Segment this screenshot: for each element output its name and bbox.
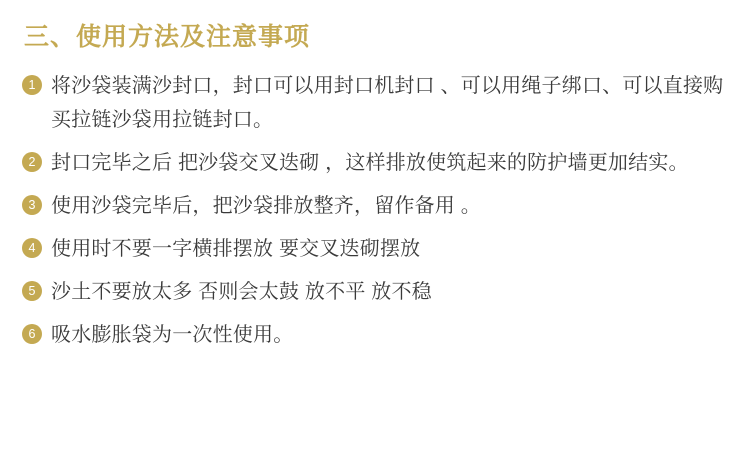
list-item xyxy=(22,189,736,223)
list-item xyxy=(22,69,736,137)
list-item xyxy=(22,318,736,352)
list-item-text: 将沙袋装满沙封口，封口可以用封口机封口 、可以用绳子绑口、可以直接购买拉链沙袋用拉链封口。 xyxy=(51,75,724,131)
list-item xyxy=(22,232,736,266)
page-title: 三、使用方法及注意事项 xyxy=(24,23,311,51)
list-item xyxy=(22,275,736,309)
list-item-text: 沙土不要放太多 否则会太鼓 放不平 放不稳 xyxy=(51,281,432,303)
list-item-text: 使用时不要一字横排摆放 要交叉迭砌摆放 xyxy=(51,238,421,260)
list-item-text: 吸水膨胀袋为一次性使用。 xyxy=(51,324,294,346)
list-item-number-badge: 1 xyxy=(22,75,42,95)
list-item-number-badge: 6 xyxy=(22,324,42,344)
list-item xyxy=(22,146,736,180)
list-item-text: 封口完毕之后 把沙袋交叉迭砌 ，这样排放使筑起来的防护墙更加结实。 xyxy=(51,152,689,174)
list-item-number-badge: 5 xyxy=(22,281,42,301)
instruction-list xyxy=(22,69,736,352)
list-item-number-badge: 2 xyxy=(22,152,42,172)
list-item-number-badge: 3 xyxy=(22,195,42,215)
list-item-number-badge: 4 xyxy=(22,238,42,258)
list-item-text: 使用沙袋完毕后，把沙袋排放整齐，留作备用 。 xyxy=(51,195,481,217)
